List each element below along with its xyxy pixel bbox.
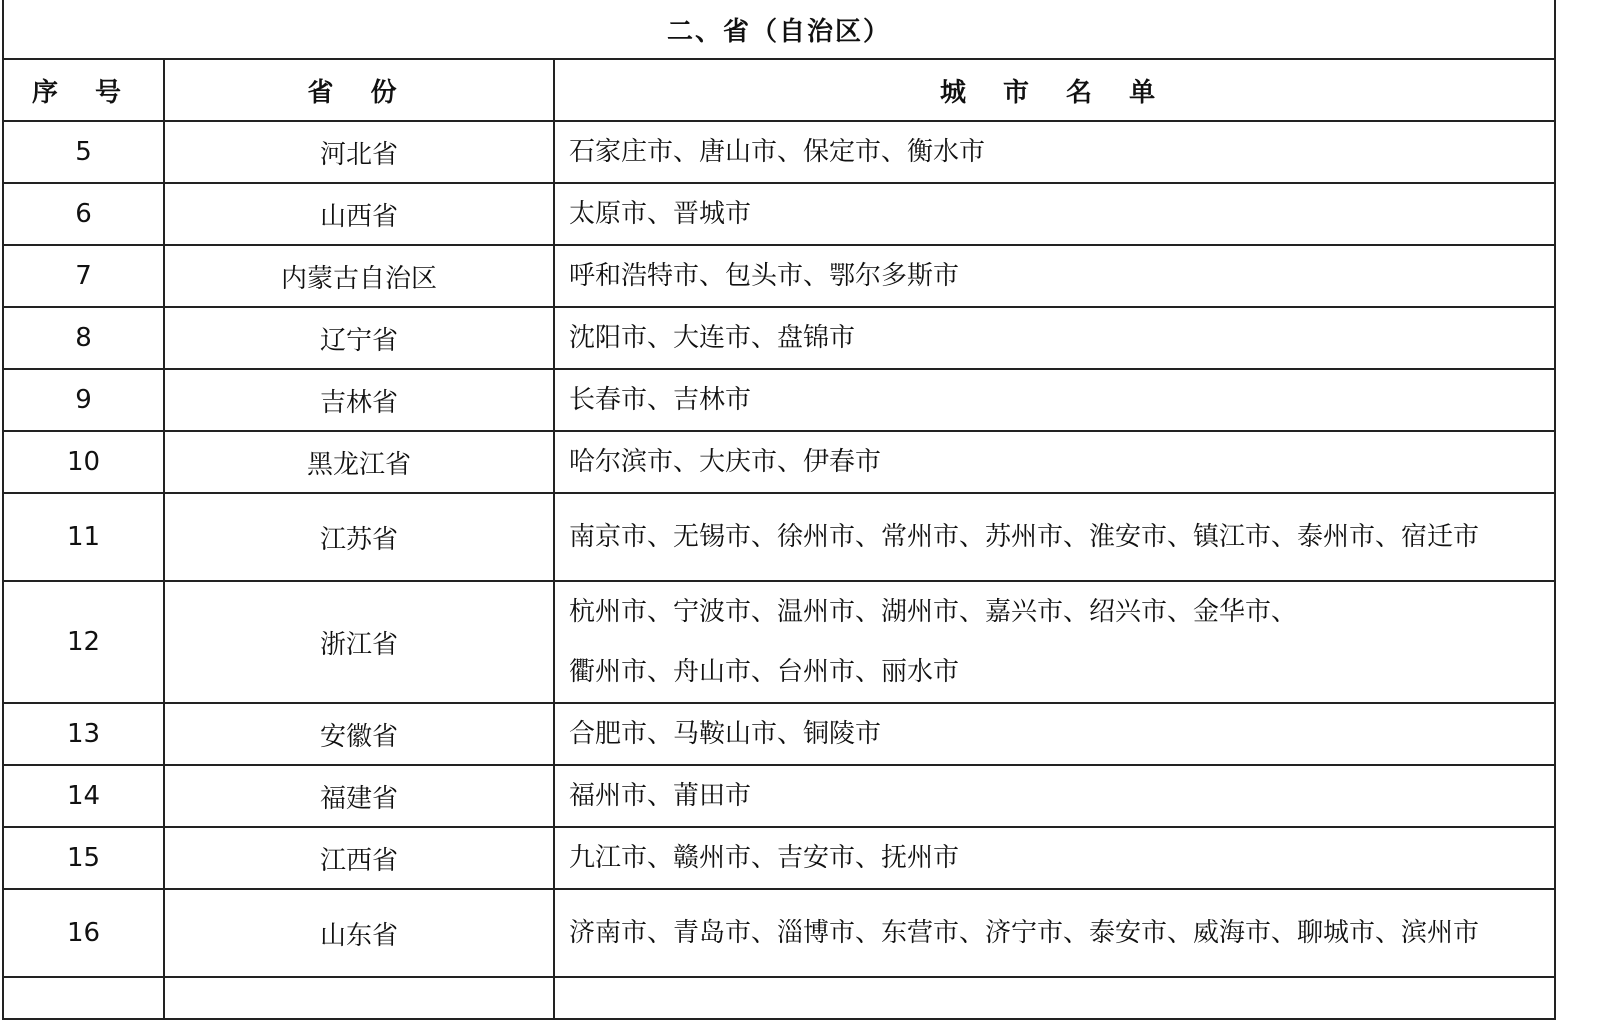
row-province: 浙江省 — [164, 581, 554, 703]
header-row — [3, 59, 1555, 121]
row-cities — [554, 703, 1555, 765]
row-index: 7 — [3, 245, 164, 307]
row-province: 江苏省 — [164, 493, 554, 581]
row-province: 河北省 — [164, 121, 554, 183]
table-row — [3, 493, 1555, 581]
row-cities — [554, 121, 1555, 183]
row-cities — [554, 827, 1555, 889]
table-row — [3, 431, 1555, 493]
row-province: 山东省 — [164, 889, 554, 977]
city-line: 合肥市、马鞍山市、铜陵市 — [569, 719, 882, 749]
row-index: 16 — [3, 889, 164, 977]
section-title: 二、省（自治区） — [3, 0, 1555, 59]
row-cities — [554, 431, 1555, 493]
row-cities — [554, 245, 1555, 307]
row-province: 福建省 — [164, 765, 554, 827]
table-row — [3, 581, 1555, 703]
table-row — [3, 307, 1555, 369]
city-line: 衢州市、舟山市、台州市、丽水市 — [569, 657, 960, 687]
table-row — [3, 703, 1555, 765]
city-line: 长春市、吉林市 — [569, 385, 752, 415]
city-line: 杭州市、宁波市、温州市、湖州市、嘉兴市、绍兴市、金华市、 — [569, 597, 1298, 627]
row-index: 10 — [3, 431, 164, 493]
row-province: 安徽省 — [164, 703, 554, 765]
section-title-row — [3, 0, 1555, 59]
header-cities: 城 市 名 单 — [554, 59, 1555, 121]
row-index: 11 — [3, 493, 164, 581]
city-line: 哈尔滨市、大庆市、伊春市 — [569, 447, 882, 477]
row-province: 辽宁省 — [164, 307, 554, 369]
row-index: 6 — [3, 183, 164, 245]
row-cities — [554, 369, 1555, 431]
row-cities — [554, 307, 1555, 369]
city-line: 沈阳市、大连市、盘锦市 — [569, 323, 856, 353]
row-cities — [554, 581, 1555, 703]
row-index: 14 — [3, 765, 164, 827]
row-cities — [554, 889, 1555, 977]
row-index: 8 — [3, 307, 164, 369]
row-index: 15 — [3, 827, 164, 889]
empty-cell — [164, 977, 554, 1019]
row-province: 吉林省 — [164, 369, 554, 431]
row-index: 5 — [3, 121, 164, 183]
row-cities — [554, 493, 1555, 581]
row-index: 13 — [3, 703, 164, 765]
row-cities — [554, 765, 1555, 827]
city-line: 福州市、莆田市 — [569, 781, 752, 811]
table-row — [3, 369, 1555, 431]
city-line: 南京市、无锡市、徐州市、常州市、苏州市、淮安市、镇江市、泰州市、宿迁市 — [569, 522, 1480, 552]
table-row — [3, 827, 1555, 889]
empty-cell — [3, 977, 164, 1019]
table-row — [3, 765, 1555, 827]
row-province: 黑龙江省 — [164, 431, 554, 493]
city-line: 石家庄市、唐山市、保定市、衡水市 — [569, 137, 986, 167]
city-line: 九江市、赣州市、吉安市、抚州市 — [569, 843, 960, 873]
table-row — [3, 183, 1555, 245]
row-cities — [554, 183, 1555, 245]
row-index: 9 — [3, 369, 164, 431]
header-province: 省 份 — [164, 59, 554, 121]
city-line: 济南市、青岛市、淄博市、东营市、济宁市、泰安市、威海市、聊城市、滨州市 — [569, 918, 1480, 948]
city-line: 呼和浩特市、包头市、鄂尔多斯市 — [569, 261, 960, 291]
row-province: 内蒙古自治区 — [164, 245, 554, 307]
table-row — [3, 121, 1555, 183]
row-province: 江西省 — [164, 827, 554, 889]
row-province: 山西省 — [164, 183, 554, 245]
table-row — [3, 889, 1555, 977]
table-row — [3, 245, 1555, 307]
city-list-table — [2, 0, 1556, 1020]
header-index: 序 号 — [3, 59, 164, 121]
table-row-partial — [3, 977, 1555, 1019]
city-line: 太原市、晋城市 — [569, 199, 752, 229]
empty-cell — [554, 977, 1555, 1019]
row-index: 12 — [3, 581, 164, 703]
